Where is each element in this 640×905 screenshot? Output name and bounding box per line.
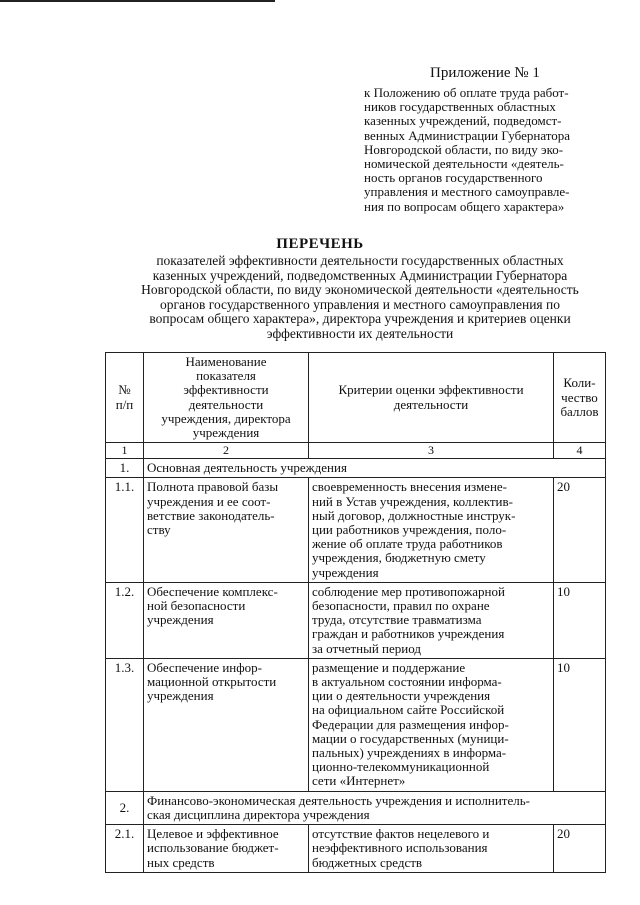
indicator-line: Полнота правовой базы <box>147 479 279 495</box>
column-number: 1 <box>106 443 144 459</box>
header-num-line: № <box>118 382 131 398</box>
criteria-line: сети «Интернет» <box>312 773 406 789</box>
appendix-subtitle-line: ния по вопросам общего характера» <box>364 198 565 214</box>
section-title-line: ская дисциплина директора учреждения <box>147 806 370 822</box>
header-points-line: чество <box>561 389 598 405</box>
section-row <box>106 459 606 478</box>
indicator-line: учреждения <box>147 612 214 628</box>
criteria-line: ный договор, должностные инструк- <box>312 507 516 523</box>
header-indicator-line: учреждения <box>192 425 260 441</box>
indicator-line: учреждения <box>147 688 214 704</box>
criteria-cell <box>309 658 554 791</box>
section-row <box>106 791 606 824</box>
header-indicator <box>144 353 309 443</box>
section-title <box>144 791 606 824</box>
section-title <box>144 459 606 478</box>
appendix-subtitle-line: венных Администрации Губернатора <box>364 127 571 143</box>
table-row <box>106 658 606 791</box>
header-indicator-line: Наименование <box>185 354 267 369</box>
header-num-line: п/п <box>115 396 134 412</box>
indicator-line: мационной открытости <box>147 674 277 690</box>
indicator-line: Обеспечение инфор- <box>147 659 263 675</box>
indicator-line: Целевое и эффективное <box>147 826 279 842</box>
criteria-line: жение об оплате труда работников <box>312 536 503 552</box>
row-number: 1.1. <box>106 478 144 582</box>
header-points-line: баллов <box>560 403 599 419</box>
top-border-line <box>0 0 275 2</box>
section-number: 1. <box>106 459 144 478</box>
header-points <box>554 353 606 443</box>
appendix-subtitle-line: ников государственных областных <box>364 99 556 115</box>
document-title: ПЕРЕЧЕНЬ <box>276 236 364 252</box>
criteria-line: ционно-телекоммуникационной <box>312 759 490 775</box>
table-row <box>106 825 606 873</box>
criteria-cell <box>309 582 554 658</box>
criteria-line: своевременность внесения измене- <box>312 479 508 495</box>
criteria-line: ний в Устав учреждения, коллектив- <box>312 493 513 509</box>
criteria-line: пальных) учреждениях в информа- <box>312 745 507 761</box>
indicator-cell <box>144 825 309 873</box>
document-subtitle-line: Новгородской области, по виду экономической деятельности «деятельность <box>141 282 579 298</box>
indicator-cell <box>144 582 309 658</box>
indicator-line: учреждения и ее соот- <box>147 493 271 509</box>
header-indicator-line: учреждения, директора <box>161 410 291 426</box>
points-cell: 10 <box>554 582 606 658</box>
header-points-line: Коли- <box>563 375 596 391</box>
points-cell: 10 <box>554 658 606 791</box>
column-number-row <box>106 443 606 459</box>
indicator-line: использование бюджет- <box>147 840 279 856</box>
appendix-subtitle-line: ность органов государственного <box>364 170 543 186</box>
column-number: 2 <box>144 443 309 459</box>
row-number: 1.2. <box>106 582 144 658</box>
criteria-line: отсутствие фактов нецелевого и <box>312 826 490 842</box>
indicator-line: Обеспечение комплекс- <box>147 583 278 599</box>
document-subtitle-line: органов государственного управления и местного самоуправления по <box>160 296 560 312</box>
appendix-subtitle-line: номической деятельности «деятель- <box>364 156 564 172</box>
document-subtitle-line: казенных учреждений, подведомственных Администрации Губернатора <box>152 267 568 283</box>
column-number: 4 <box>554 443 606 459</box>
row-number: 1.3. <box>106 658 144 791</box>
criteria-line: безопасности, правил по охране <box>312 598 490 614</box>
criteria-line: ции работников учреждения, поло- <box>312 522 507 538</box>
criteria-line: бюджетных средств <box>312 854 423 870</box>
criteria-line: размещение и поддержание <box>312 659 466 675</box>
document-subtitle <box>100 254 620 342</box>
indicator-cell <box>144 658 309 791</box>
points-cell: 20 <box>554 478 606 582</box>
section-title-line: Финансово-экономическая деятельность учреждения и исполнитель- <box>147 792 530 808</box>
criteria-line: на официальном сайте Российской <box>312 702 505 718</box>
header-criteria-line: деятельности <box>393 396 469 412</box>
criteria-line: в актуальном состоянии информа- <box>312 674 502 690</box>
column-number: 3 <box>309 443 554 459</box>
criteria-line: учреждения <box>312 564 379 580</box>
table-row <box>106 582 606 658</box>
criteria-line: Федерации для размещения инфор- <box>312 716 509 732</box>
criteria-line: соблюдение мер противопожарной <box>312 583 505 599</box>
criteria-line: неэффективного использования <box>312 840 488 856</box>
criteria-line: ции о деятельности учреждения <box>312 688 491 704</box>
document-subtitle-line: вопросам общего характера», директора учреждения и критериев оценки <box>149 311 571 327</box>
indicator-line: ной безопасности <box>147 598 246 614</box>
criteria-line: мации о государственных (муници- <box>312 730 509 746</box>
appendix-title: Приложение № 1 <box>430 65 540 81</box>
criteria-line: граждан и работников учреждения <box>312 626 505 642</box>
criteria-line: труда, отсутствие травматизма <box>312 612 482 628</box>
appendix-subtitle-line: к Положению об оплате труда работ- <box>364 85 569 100</box>
criteria-line: учреждения, бюджетную смету <box>312 550 486 566</box>
table-header-row <box>106 353 606 443</box>
header-indicator-line: эффективности <box>183 382 269 398</box>
appendix-subtitle-line: Новгородской области, по виду эко- <box>364 141 564 157</box>
row-number: 2.1. <box>106 825 144 873</box>
criteria-cell <box>309 825 554 873</box>
appendix-subtitle-line: управления и местного самоуправле- <box>364 184 570 200</box>
indicator-line: ных средств <box>147 854 215 870</box>
appendix-subtitle <box>364 86 610 214</box>
indicator-cell <box>144 478 309 582</box>
appendix-subtitle-line: казенных учреждений, подведомст- <box>364 113 562 129</box>
header-criteria <box>309 353 554 443</box>
criteria-cell <box>309 478 554 582</box>
points-cell: 20 <box>554 825 606 873</box>
criteria-line: за отчетный период <box>312 640 421 656</box>
document-subtitle-line: показателей эффективности деятельности государственных областных <box>156 253 564 268</box>
document-subtitle-line: эффективности их деятельности <box>266 325 454 341</box>
section-number: 2. <box>106 791 144 824</box>
criteria-table <box>105 352 606 873</box>
indicator-line: ству <box>147 522 171 538</box>
header-criteria-line: Критерии оценки эффективности <box>338 382 524 398</box>
header-indicator-line: деятельности <box>188 396 264 412</box>
header-indicator-line: показателя <box>196 368 256 384</box>
table-row <box>106 478 606 582</box>
indicator-line: ветствие законодатель- <box>147 507 275 523</box>
header-num <box>106 353 144 443</box>
section-title-line: Основная деятельность учреждения <box>147 460 347 476</box>
